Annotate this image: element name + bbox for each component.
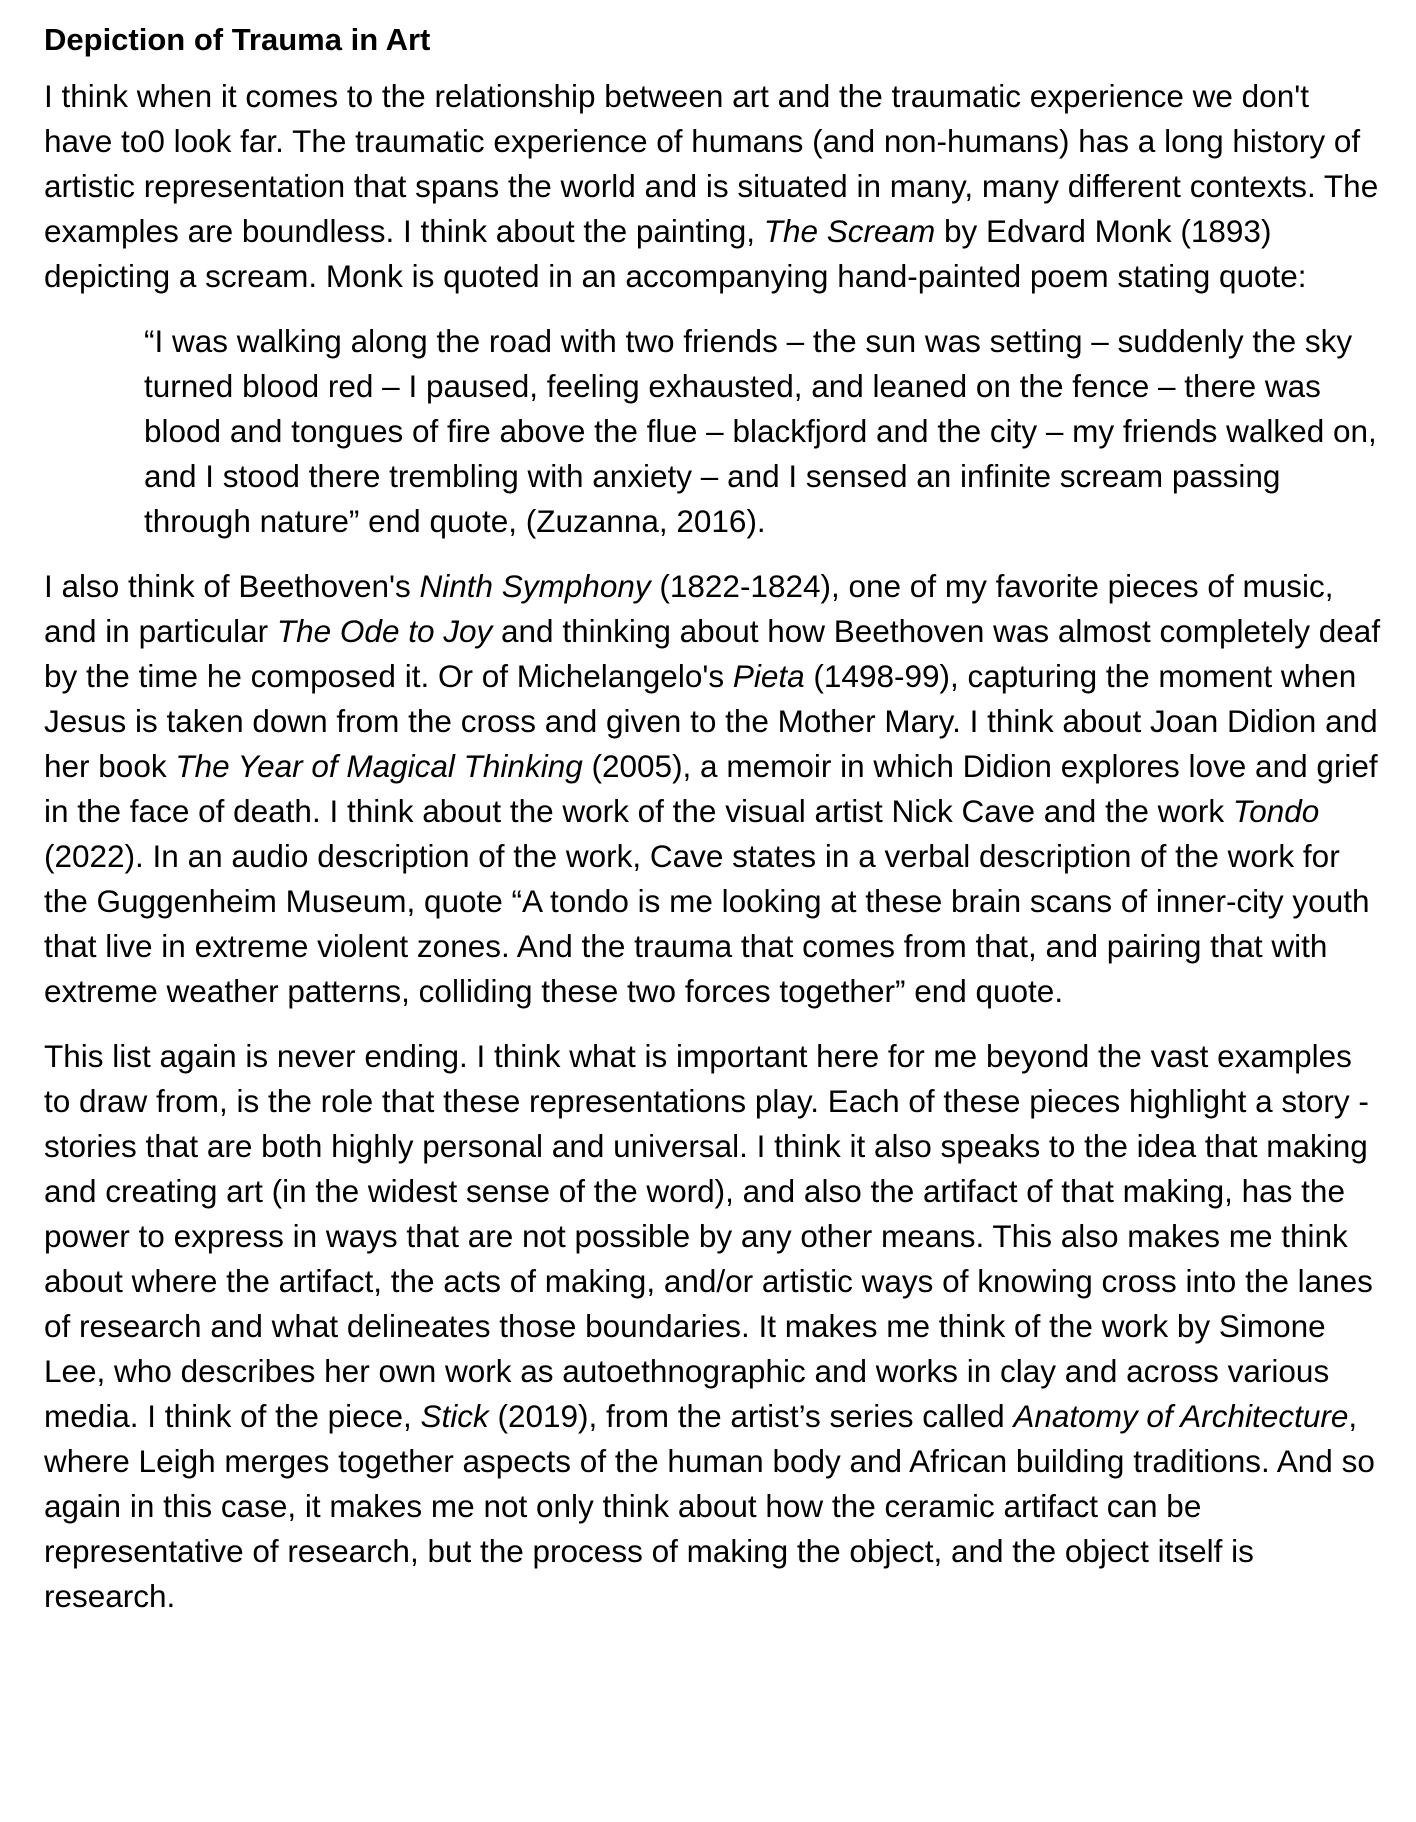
paragraph-3-text-2: (2019), from the artist’s series called [488, 1398, 1014, 1434]
document-page [44, 20, 1384, 1639]
paragraph-2-italic-ode-to-joy: The Ode to Joy [276, 613, 493, 649]
paragraph-2-text-4: (1498-99), capturing the moment when Jesus is taken down from the cross and given to the Mother Mary. I think about Joan Didion and her book [44, 658, 1378, 784]
paragraph-3-italic-anatomy-of-architecture: Anatomy of Architecture [1013, 1398, 1349, 1434]
paragraph-2 [44, 564, 1384, 1014]
document-title: Depiction of Trauma in Art [44, 22, 431, 57]
paragraph-1-italic-the-scream: The Scream [763, 213, 936, 249]
paragraph-2-text-6: (2022). In an audio description of the work, Cave states in a verbal description of the work for the Guggenheim Museum, quote “A tondo is me looking at these brain scans of inner-city youth that live in extreme violent zones. And the trauma that comes from that, and pairing that with extreme weather patterns, colliding these two forces together” end quote. [44, 838, 1370, 1009]
paragraph-3-text-1: This list again is never ending. I think what is important here for me beyond the vast examples to draw from, is the role that these representations play. Each of these pieces highlight a story - stories that are both highly personal and universal. I think it also speaks to the idea that making and creating art (in the widest sense of the word), and also the artifact of that making, has the power to express in ways that are not possible by any other means. This also makes me think about where the artifact, the acts of making, and/or artistic ways of knowing cross into the lanes of research and what delineates those boundaries. It makes me think of the work by Simone Lee, who describes her own work as autoethnographic and works in clay and across various media. I think of the piece, [44, 1038, 1373, 1434]
paragraph-2-italic-tondo: Tondo [1232, 793, 1320, 829]
paragraph-3-text-3: , where Leigh merges together aspects of the human body and African building traditions. And so again in this case, it makes me not only think about how the ceramic artifact can be representative of research, but the process of making the object, and the object itself is research. [44, 1398, 1375, 1614]
block-quote: “I was walking along the road with two friends – the sun was setting – suddenly the sky turned blood red – I paused, feeling exhausted, and leaned on the fence – there was blood and tongues of fire above the flue – blackfjord and the city – my friends walked on, and I stood there trembling with anxiety – and I sensed an infinite scream passing through nature” end quote, (Zuzanna, 2016). [144, 323, 1377, 539]
paragraph-2-text-1: I also think of Beethoven's [44, 568, 420, 604]
paragraph-3-italic-stick: Stick [420, 1398, 489, 1434]
paragraph-1 [44, 74, 1384, 299]
paragraph-3 [44, 1034, 1384, 1619]
paragraph-1-text-1: I think when it comes to the relationship between art and the traumatic experience we don't have to0 look far. The traumatic experience of humans (and non-humans) has a long history of artistic representation that spans the world and is situated in many, many different contexts. The examples are boundless. I think about the painting, [44, 78, 1379, 249]
paragraph-2-text-5: (2005), a memoir in which Didion explores love and grief in the face of death. I think about the work of the visual artist Nick Cave and the work [44, 748, 1378, 829]
paragraph-2-italic-year-of-magical-thinking: The Year of Magical Thinking [175, 748, 583, 784]
paragraph-2-italic-pieta: Pieta [732, 658, 805, 694]
paragraph-2-text-3: and thinking about how Beethoven was almost completely deaf by the time he composed it. Or of Michelangelo's [44, 613, 1381, 694]
paragraph-1-text-2: by Edvard Monk (1893) depicting a scream. Monk is quoted in an accompanying hand-painted poem stating quote: [44, 213, 1307, 294]
paragraph-2-italic-ninth-symphony: Ninth Symphony [419, 568, 651, 604]
paragraph-2-text-2: (1822-1824), one of my favorite pieces of music, and in particular [44, 568, 1334, 649]
